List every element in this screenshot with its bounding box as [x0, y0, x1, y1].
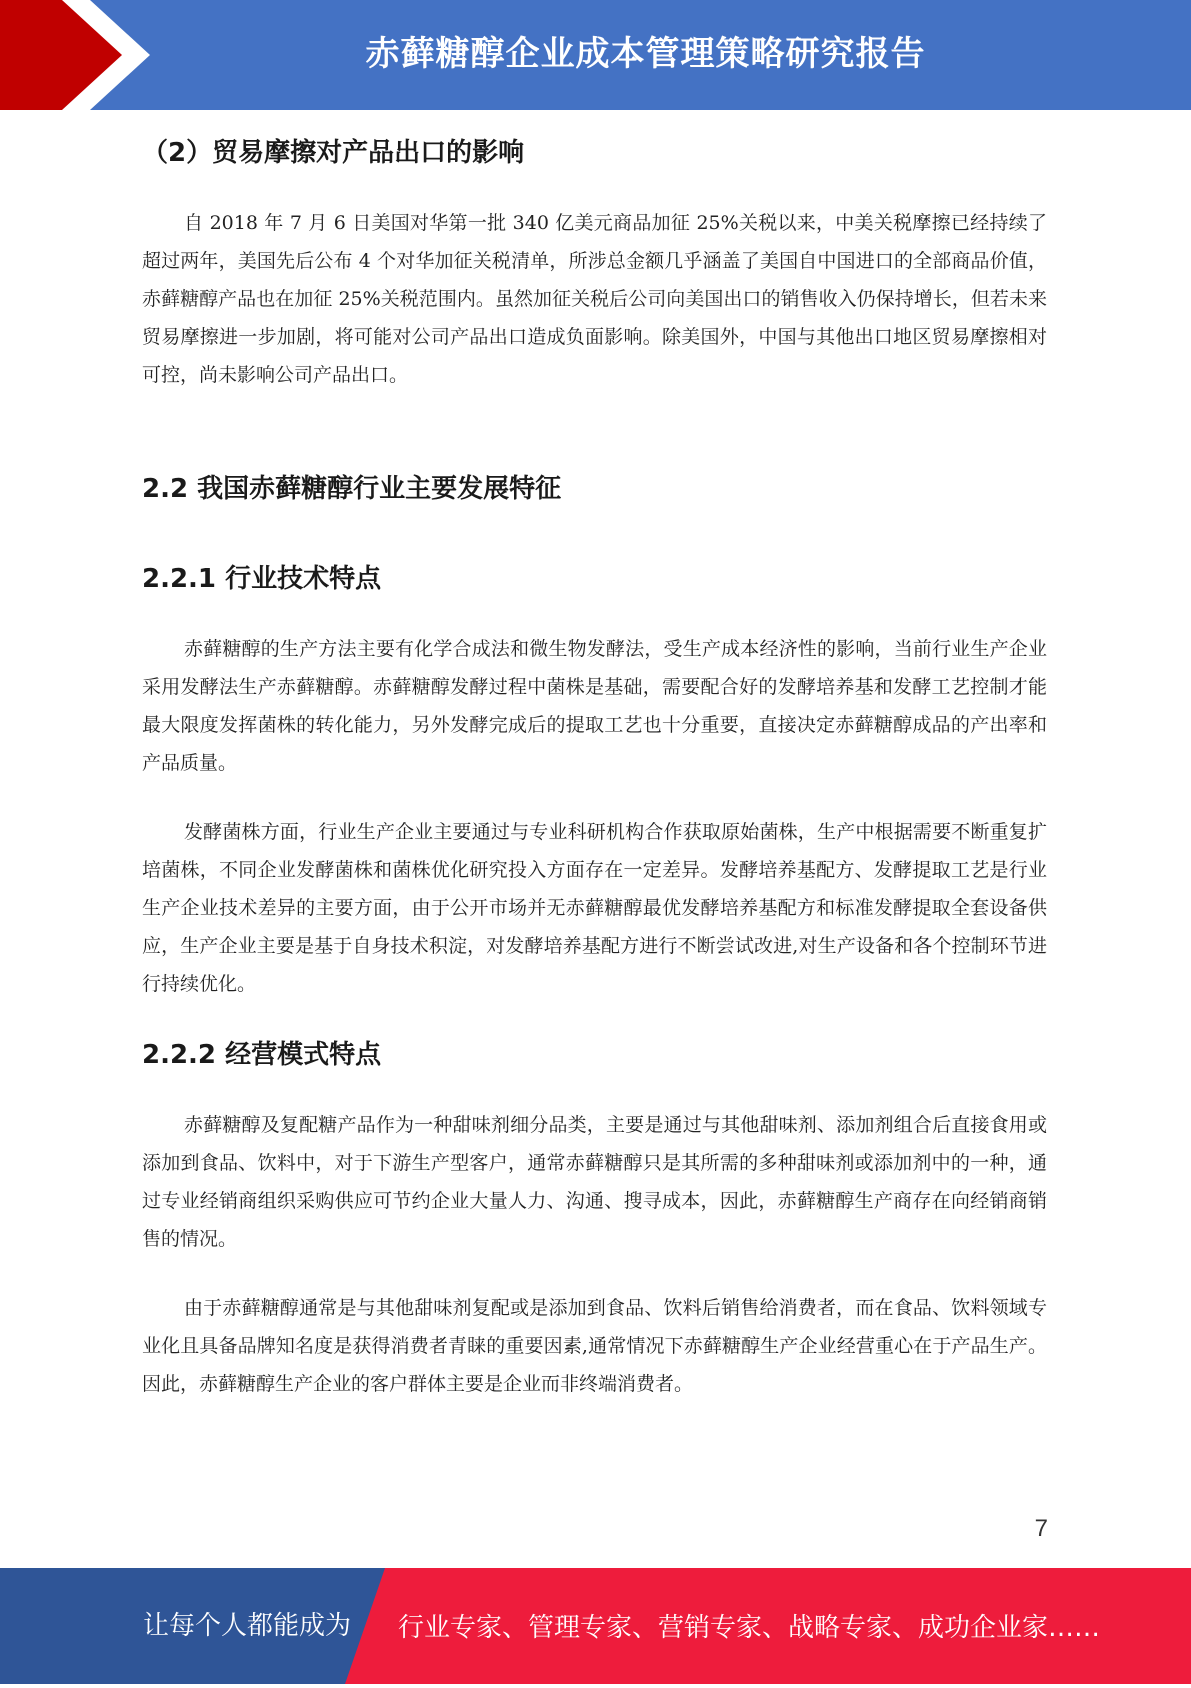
page-header [0, 0, 1191, 110]
section-heading-2-2-1: 2.2.1 行业技术特点 [142, 564, 382, 594]
section-heading-2-2-2: 2.2.2 经营模式特点 [142, 1040, 382, 1070]
page-footer [0, 1568, 1191, 1684]
section-heading-2-2: 2.2 我国赤藓糖醇行业主要发展特征 [142, 474, 562, 504]
report-title: 赤藓糖醇企业成本管理策略研究报告 [365, 34, 926, 74]
footer-slogan-right: 行业专家、管理专家、营销专家、战略专家、成功企业家…… [398, 1613, 1101, 1643]
footer-slogan-left: 让每个人都能成为 [143, 1611, 352, 1641]
header-chevron-icon [0, 0, 160, 110]
paragraph-2-2-2-a: 赤藓糖醇及复配糖产品作为一种甜味剂细分品类，主要是通过与其他甜味剂、添加剂组合后直接食用或添加到食品、饮料中，对于下游生产型客户，通常赤藓糖醇只是其所需的多种甜味剂或添加剂中的一种，通过专业经销商组织采购供应可节约企业大量人力、沟通、搜寻成本，因此，赤藓糖醇生产商存在向经销商销售的情况。 [142, 1114, 1047, 1250]
paragraph-2-2-2-b: 由于赤藓糖醇通常是与其他甜味剂复配或是添加到食品、饮料后销售给消费者，而在食品、饮料领域专业化且具备品牌知名度是获得消费者青睐的重要因素,通常情况下赤藓糖醇生产企业经营重心在于产品生产。因此，赤藓糖醇生产企业的客户群体主要是企业而非终端消费者。 [142, 1297, 1047, 1395]
paragraph-2-2-1-a: 赤藓糖醇的生产方法主要有化学合成法和微生物发酵法，受生产成本经济性的影响，当前行业生产企业采用发酵法生产赤藓糖醇。赤藓糖醇发酵过程中菌株是基础，需要配合好的发酵培养基和发酵工艺控制才能最大限度发挥菌株的转化能力，另外发酵完成后的提取工艺也十分重要，直接决定赤藓糖醇成品的产出率和产品质量。 [142, 638, 1047, 774]
paragraph-2-2-1-b: 发酵菌株方面，行业生产企业主要通过与专业科研机构合作获取原始菌株，生产中根据需要不断重复扩培菌株，不同企业发酵菌株和菌株优化研究投入方面存在一定差异。发酵培养基配方、发酵提取工艺是行业生产企业技术差异的主要方面，由于公开市场并无赤藓糖醇最优发酵培养基配方和标准发酵提取全套设备供应，生产企业主要是基于自身技术积淀，对发酵培养基配方进行不断尝试改进,对生产设备和各个控制环节进行持续优化。 [142, 821, 1047, 995]
paragraph-trade: 自 2018 年 7 月 6 日美国对华第一批 340 亿美元商品加征 25%关税以来，中美关税摩擦已经持续了超过两年，美国先后公布 4 个对华加征关税清单，所涉总金额几乎涵盖了美国自中国进口的全部商品价值，赤藓糖醇产品也在加征 25%关税范围内。虽然加征关税后公司向美国出口的销售收入仍保持增长，但若未来贸易摩擦进一步加剧，将可能对公司产品出口造成负面影响。除美国外，中国与其他出口地区贸易摩擦相对可控，尚未影响公司产品出口。 [142, 212, 1047, 386]
section-heading-trade: （2）贸易摩擦对产品出口的影响 [142, 138, 525, 168]
page-number: 7 [1034, 1515, 1048, 1542]
